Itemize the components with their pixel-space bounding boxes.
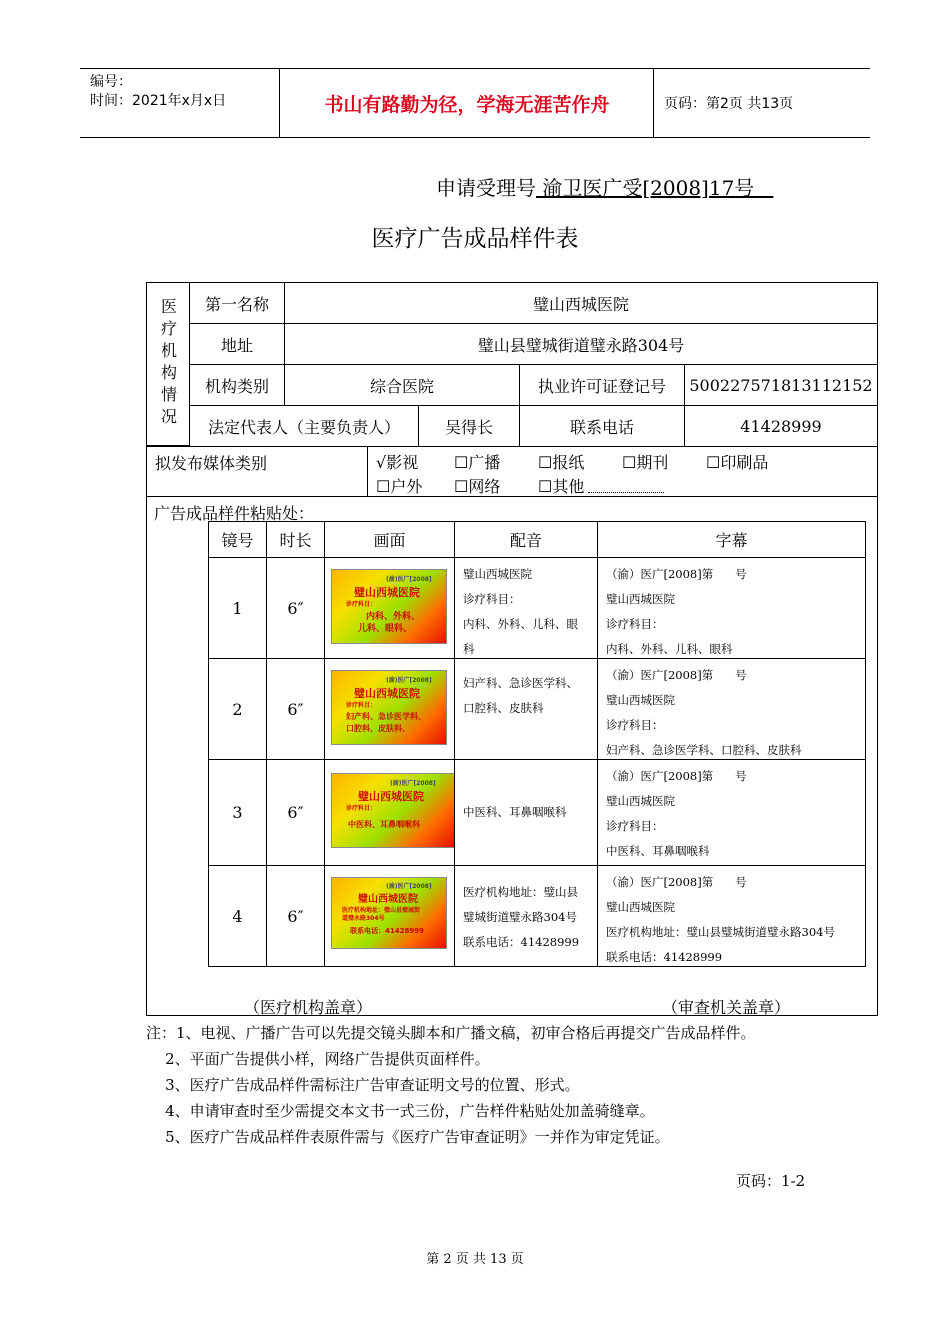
notes: [146, 1020, 756, 1150]
note-item: 3、医疗广告成品样件需标注广告审查证明文号的位置、形式。: [146, 1076, 580, 1094]
address-value: 璧山县璧城街道璧永路304号: [284, 323, 878, 365]
row2-ad-sub: 诊疗科目：: [346, 702, 377, 709]
media-option-radio[interactable]: ☐广播: [454, 453, 501, 472]
row1-sub-line: （渝）医广[2008]第 号: [606, 567, 747, 581]
row3-ad-code: (渝)医广[2008]: [390, 780, 436, 787]
row2-sub-line: 诊疗科目：: [606, 718, 664, 732]
row1-voice-line: 科: [463, 642, 475, 656]
accept-number: 渝卫医广受[2008]17号: [536, 176, 774, 200]
header-meta: [80, 69, 280, 137]
row1-ad-sub: 诊疗科目：: [346, 601, 377, 608]
col-subtitles: 字幕: [597, 521, 866, 558]
phone-value: 41428999: [684, 405, 878, 447]
page-footer: 第 2 页 共 13 页: [426, 1252, 524, 1267]
row2-sub-line: （渝）医广[2008]第 号: [606, 668, 747, 682]
type-value: 综合医院: [284, 364, 520, 406]
rep-value: 吴得长: [418, 405, 520, 447]
row3-voice-line: 中医科、耳鼻咽喉科: [463, 805, 567, 819]
row1-voice-line: 璧山西城医院: [463, 567, 532, 581]
row1-ad-code: (渝)医广[2008]: [386, 576, 432, 583]
page-code: 页码：1-2: [736, 1172, 806, 1190]
row2-voice: [454, 658, 598, 760]
row4-sub-line: 璧山西城医院: [606, 900, 675, 914]
header-slogan: 书山有路勤为径，学海无涯苦作舟: [281, 69, 654, 137]
row4-duration: 6″: [266, 865, 325, 967]
row3-no: 3: [208, 759, 267, 866]
accept-number-line: [436, 172, 773, 201]
row2-ad-code: (渝)医广[2008]: [386, 677, 432, 684]
type-label: 机构类别: [189, 364, 285, 406]
row1-ad-image: [331, 569, 447, 644]
samples-label: 广告成品样件粘贴处：: [154, 504, 315, 523]
address-label: 地址: [189, 323, 285, 365]
row3-ad-image: [331, 773, 455, 848]
row1-ad-line4: 儿科、眼科、: [358, 624, 413, 634]
page-header: [80, 68, 870, 138]
media-option-periodical[interactable]: ☐期刊: [622, 453, 669, 472]
row4-voice-line: 医疗机构地址：璧山县: [463, 885, 578, 899]
institution-section-label: 医疗机构情况: [158, 298, 178, 430]
row2-no: 2: [208, 658, 267, 760]
row4-subs: [597, 865, 866, 967]
media-option-film[interactable]: √影视: [376, 453, 419, 472]
rep-label: 法定代表人（主要负责人）: [189, 405, 419, 447]
institution-stamp-label: （医疗机构盖章）: [244, 998, 373, 1017]
name-label: 第一名称: [189, 282, 285, 324]
row4-no: 4: [208, 865, 267, 967]
media-option-internet[interactable]: ☐网络: [454, 477, 501, 496]
note-item: 注：1、电视、广播广告可以先提交镜头脚本和广播文稿，初审合格后再提交广告成品样件。: [146, 1024, 756, 1042]
row2-ad-title: 璧山西城医院: [354, 687, 420, 700]
col-frame: 画面: [324, 521, 455, 558]
col-duration: 时长: [266, 521, 325, 558]
row3-ad-line3: 中医科、耳鼻咽喉科: [348, 820, 420, 829]
row1-sub-line: 内科、外科、儿科、眼科: [606, 642, 733, 656]
media-label: 拟发布媒体类别: [146, 446, 368, 497]
row1-voice: [454, 557, 598, 659]
col-voice: 配音: [454, 521, 598, 558]
media-option-print[interactable]: ☐印刷品: [706, 453, 769, 472]
row2-ad-image: [331, 670, 447, 745]
form-title: 医疗广告成品样件表: [371, 226, 579, 252]
row4-ad-line3: 道璧永路304号: [342, 915, 385, 922]
row2-ad-line3: 妇产科、急诊医学科、: [346, 712, 426, 721]
media-option-newspaper[interactable]: ☐报纸: [538, 453, 585, 472]
row1-sub-line: 诊疗科目：: [606, 617, 664, 631]
row2-voice-line: 妇产科、急诊医学科、: [463, 676, 578, 690]
row4-ad-image: [331, 877, 447, 949]
row4-ad-title: 璧山西城医院: [358, 894, 418, 905]
row1-voice-line: 诊疗科目：: [463, 592, 521, 606]
row3-subs: [597, 759, 866, 866]
row1-duration: 6″: [266, 557, 325, 659]
row4-sub-line: 医疗机构地址：璧山县璧城街道璧永路304号: [606, 925, 835, 939]
row4-ad-line4: 联系电话：41428999: [350, 927, 424, 935]
name-value: 璧山西城医院: [284, 282, 878, 324]
other-fill-line[interactable]: [588, 492, 664, 493]
note-item: 5、医疗广告成品样件表原件需与《医疗广告审查证明》一并作为审定凭证。: [146, 1128, 670, 1146]
row2-sub-line: 妇产科、急诊医学科、口腔科、皮肤科: [606, 743, 802, 757]
row2-sub-line: 璧山西城医院: [606, 693, 675, 707]
row4-ad-line2: 医疗机构地址：璧山县璧城街: [342, 907, 421, 914]
license-value: 500227571813112152: [684, 364, 878, 406]
row2-ad-line4: 口腔科、皮肤科、: [346, 724, 410, 733]
row4-sub-line: （渝）医广[2008]第 号: [606, 875, 747, 889]
row3-duration: 6″: [266, 759, 325, 866]
row1-subs: [597, 557, 866, 659]
note-item: 4、申请审查时至少需提交本文书一式三份，广告样件粘贴处加盖骑缝章。: [146, 1102, 655, 1120]
row3-voice: [454, 759, 598, 866]
row1-sub-line: 璧山西城医院: [606, 592, 675, 606]
row1-voice-line: 内科、外科、儿科、眼: [463, 617, 578, 631]
row1-no: 1: [208, 557, 267, 659]
row1-ad-title: 璧山西城医院: [354, 586, 420, 599]
col-shot-no: 镜号: [208, 521, 267, 558]
row3-sub-line: （渝）医广[2008]第 号: [606, 769, 747, 783]
media-option-outdoor[interactable]: ☐户外: [376, 477, 423, 496]
review-stamp-label: （审查机关盖章）: [662, 998, 791, 1017]
row3-sub-line: 中医科、耳鼻咽喉科: [606, 844, 710, 858]
accept-label: 申请受理号: [436, 176, 536, 200]
row2-duration: 6″: [266, 658, 325, 760]
row4-ad-code: (渝)医广[2008]: [386, 883, 432, 890]
row4-sub-line: 联系电话：41428999: [606, 950, 723, 964]
media-option-other[interactable]: ☐其他: [538, 477, 585, 496]
row3-ad-title: 璧山西城医院: [358, 790, 424, 803]
row4-voice-line: 璧城街道璧永路304号: [463, 910, 577, 924]
row2-subs: [597, 658, 866, 760]
note-item: 2、平面广告提供小样，网络广告提供页面样件。: [146, 1050, 490, 1068]
license-label: 执业许可证登记号: [519, 364, 685, 406]
row2-voice-line: 口腔科、皮肤科: [463, 701, 544, 715]
row1-ad-line3: 内科、外科、: [366, 612, 421, 622]
header-page-info: 页码：第2页 共13页: [664, 96, 794, 112]
serial-label: 编号：: [90, 74, 132, 90]
row4-voice-line: 联系电话：41428999: [463, 935, 580, 949]
row3-sub-line: 璧山西城医院: [606, 794, 675, 808]
phone-label: 联系电话: [519, 405, 685, 447]
time-label: 时间：2021年x月x日: [90, 93, 227, 109]
row3-sub-line: 诊疗科目：: [606, 819, 664, 833]
row3-ad-sub: 诊疗科目：: [346, 805, 377, 812]
institution-section-cell: [146, 282, 190, 446]
row4-voice: [454, 865, 598, 967]
